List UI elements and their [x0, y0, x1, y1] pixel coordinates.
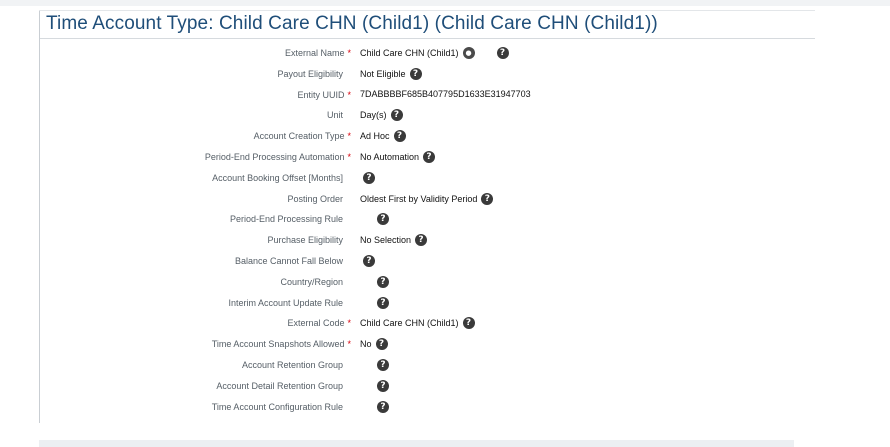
- field-row: [40, 314, 740, 334]
- field-label: [43, 194, 343, 204]
- field-row: [40, 190, 740, 210]
- field-label-text: Payout Eligibility: [277, 68, 343, 79]
- help-icon[interactable]: ?: [415, 234, 427, 246]
- required-marker: *: [347, 339, 351, 350]
- field-row: [40, 169, 740, 189]
- globe-icon[interactable]: ●: [463, 47, 475, 59]
- field-row: [40, 398, 740, 418]
- field-value: [360, 317, 475, 329]
- field-row: [40, 273, 740, 293]
- field-label: [43, 360, 343, 370]
- field-value: [377, 297, 389, 309]
- help-icon[interactable]: ?: [377, 276, 389, 288]
- field-value: [360, 130, 406, 142]
- page-title: Time Account Type: Child Care CHN (Child1) (Child Care CHN (Child1)): [46, 13, 658, 34]
- field-label-text: Purchase Eligibility: [267, 235, 343, 246]
- field-value: [360, 89, 531, 99]
- field-label: [43, 110, 343, 120]
- field-row: [40, 127, 740, 147]
- field-row: [40, 231, 740, 251]
- help-icon[interactable]: ?: [363, 172, 375, 184]
- field-label: [43, 214, 343, 224]
- required-marker: *: [347, 152, 351, 162]
- bottom-bar: [39, 440, 794, 447]
- field-value-text: Oldest First by Validity Period: [360, 193, 478, 204]
- field-label: [43, 402, 343, 412]
- field-label-text: External Name: [284, 48, 345, 58]
- field-row: [40, 148, 740, 168]
- help-icon[interactable]: ?: [377, 380, 389, 392]
- field-row: [40, 106, 740, 126]
- field-label-text: Period-End Processing Automation: [204, 152, 345, 162]
- field-value-text: Day(s): [360, 110, 387, 121]
- help-icon[interactable]: ?: [363, 255, 375, 267]
- field-value: [360, 151, 435, 163]
- field-label: [51, 131, 351, 141]
- field-label: [43, 256, 343, 266]
- help-icon[interactable]: ?: [377, 359, 389, 371]
- field-value: [360, 68, 422, 80]
- help-icon[interactable]: ?: [423, 151, 435, 163]
- help-icon[interactable]: ?: [377, 401, 389, 413]
- help-icon[interactable]: ?: [410, 68, 422, 80]
- field-label-text: Account Booking Offset [Months]: [212, 172, 343, 183]
- field-row: [40, 65, 740, 85]
- help-icon[interactable]: ?: [481, 193, 493, 205]
- help-icon[interactable]: ?: [376, 338, 388, 350]
- field-label: [51, 318, 351, 328]
- field-label: [43, 69, 343, 79]
- field-label-text: Posting Order: [287, 193, 343, 204]
- field-value: [360, 193, 493, 205]
- field-value: [377, 380, 389, 392]
- help-icon[interactable]: ?: [463, 317, 475, 329]
- field-value-text: Not Eligible: [360, 68, 406, 79]
- field-row: [40, 252, 740, 272]
- field-label: [43, 173, 343, 183]
- top-bar: [0, 0, 890, 6]
- field-row: [40, 335, 740, 355]
- field-label: [51, 339, 351, 349]
- field-value-text: Ad Hoc: [360, 131, 390, 142]
- field-label: [43, 298, 343, 308]
- field-label-text: Time Account Configuration Rule: [211, 401, 343, 412]
- field-value: [377, 401, 389, 413]
- field-value: [377, 359, 389, 371]
- field-value: [377, 276, 389, 288]
- panel-top-border: [39, 10, 815, 11]
- field-value-text: Child Care CHN (Child1): [360, 48, 459, 58]
- help-icon[interactable]: ?: [391, 109, 403, 121]
- field-value-text: Child Care CHN (Child1): [360, 318, 459, 329]
- required-marker: *: [347, 131, 351, 142]
- field-label: [43, 381, 343, 391]
- field-row: [40, 44, 740, 64]
- required-marker: *: [347, 318, 351, 329]
- field-row: [40, 86, 740, 106]
- required-marker: *: [347, 89, 351, 100]
- field-value: [363, 172, 375, 184]
- field-label: [43, 235, 343, 245]
- help-icon[interactable]: ?: [394, 130, 406, 142]
- field-label: [51, 152, 351, 162]
- field-row: [40, 377, 740, 397]
- field-value: [360, 109, 403, 121]
- field-label-text: Interim Account Update Rule: [228, 297, 343, 308]
- title-divider: [40, 38, 815, 39]
- field-label-text: Period-End Processing Rule: [229, 214, 343, 225]
- required-marker: *: [347, 48, 351, 58]
- field-label-text: Balance Cannot Fall Below: [234, 256, 343, 266]
- field-row: [40, 210, 740, 230]
- field-label: [51, 48, 351, 58]
- field-value-text: No Automation: [360, 152, 420, 162]
- field-row: [40, 356, 740, 376]
- field-value: [360, 234, 427, 246]
- field-label-text: Entity UUID: [297, 89, 345, 100]
- field-value: [377, 213, 389, 225]
- field-value: [360, 47, 509, 59]
- field-label: [51, 90, 351, 100]
- help-icon[interactable]: ?: [377, 297, 389, 309]
- field-label-text: Account Retention Group: [241, 360, 343, 370]
- field-value: [360, 338, 388, 350]
- field-label-text: External Code: [287, 318, 345, 329]
- field-value-text: No: [360, 339, 372, 350]
- field-label-text: Account Creation Type: [253, 131, 345, 142]
- field-label-text: Account Detail Retention Group: [216, 380, 343, 391]
- field-value: [363, 255, 375, 267]
- help-icon[interactable]: ?: [497, 47, 509, 59]
- field-value-text: No Selection: [360, 235, 412, 246]
- field-value-text: 7DABBBBF685B407795D1633E31947703: [360, 88, 531, 99]
- help-icon[interactable]: ?: [377, 213, 389, 225]
- field-label: [43, 277, 343, 287]
- field-row: [40, 294, 740, 314]
- field-label-text: Time Account Snapshots Allowed: [211, 339, 345, 350]
- field-label-text: Country/Region: [280, 276, 343, 287]
- field-label-text: Unit: [326, 110, 343, 121]
